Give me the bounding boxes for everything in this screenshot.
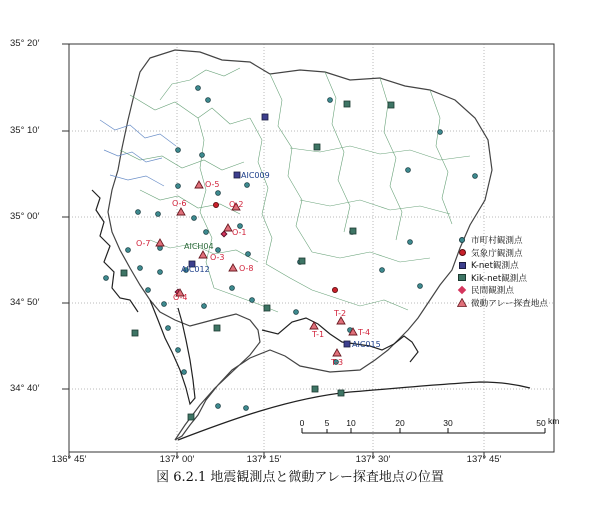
legend-label-knet: K-net観測点: [471, 261, 519, 272]
legend-label-jma: 気象庁観測点: [471, 248, 523, 259]
figure-caption: 図 6.2.1 地震観測点と微動アレー探査地点の位置: [156, 470, 444, 485]
legend-row-knet: [456, 259, 586, 272]
teal-circle-icon: [456, 235, 468, 245]
coastline: [92, 190, 138, 312]
array-label-t1: T-1: [312, 330, 325, 339]
scale-tick-30: 30: [443, 418, 453, 428]
station-label-aic009: AIC009: [241, 171, 270, 180]
legend: [456, 234, 586, 309]
legend-label-municipal: 市町村観測点: [471, 236, 523, 247]
lon-label-137-30: 137° 30′: [355, 454, 391, 465]
legend-row-kiknet: [456, 272, 586, 285]
legend-label-array: 微動アレー探査地点: [471, 298, 549, 309]
knet-stations: [189, 114, 350, 347]
lon-label-137-45: 137° 45′: [466, 454, 502, 465]
array-label-o7: O-7: [136, 239, 151, 248]
scale-tick-20: 20: [395, 418, 405, 428]
legend-row-jma: [456, 247, 586, 260]
chita-peninsula: [150, 300, 195, 404]
legend-label-private: 民間観測点: [471, 286, 514, 297]
array-label-o5: O-5: [205, 180, 220, 189]
array-label-o4: O-4: [173, 293, 188, 302]
lon-label-136-45: 136° 45′: [51, 454, 87, 465]
red-triangle-icon: [456, 298, 468, 308]
scale-tick-50: 50: [536, 418, 546, 428]
kiknet-stations: [121, 101, 394, 420]
scale-unit: km: [548, 416, 560, 426]
lat-label-35-20: 35° 20′: [10, 38, 40, 49]
scale-tick-0: 0: [299, 418, 305, 428]
legend-row-private: [456, 284, 586, 297]
array-label-t2: T-2: [334, 309, 347, 318]
atsumi-peninsula: [178, 382, 530, 440]
blue-square-icon: [456, 260, 468, 270]
legend-row-array: [456, 297, 586, 310]
station-label-aic012: AIC012: [181, 265, 210, 274]
legend-label-kiknet: Kik-net観測点: [471, 273, 527, 284]
array-label-o2: O-2: [229, 200, 244, 209]
lat-label-34-50: 34° 50′: [10, 297, 40, 308]
lat-label-35-10: 35° 10′: [10, 125, 40, 136]
station-label-aich04: AICH04: [184, 242, 214, 251]
array-label-t3: T-3: [331, 358, 344, 367]
legend-row-municipal: [456, 234, 586, 247]
frame-ticks: [62, 44, 484, 459]
municipal-boundaries: [120, 68, 470, 312]
lon-label-137-15: 137° 15′: [246, 454, 282, 465]
scale-bar: [300, 416, 560, 433]
array-label-o8: O-8: [239, 264, 254, 273]
array-label-o6: O-6: [172, 199, 187, 208]
scale-tick-5: 5: [324, 418, 330, 428]
array-label-t4: T-4: [358, 328, 371, 337]
prefecture-outline: [108, 50, 492, 440]
jma-stations: [213, 202, 337, 292]
scale-tick-10: 10: [346, 418, 356, 428]
station-label-aic015: AIC015: [352, 340, 381, 349]
green-square-icon: [456, 273, 468, 283]
lon-label-137-00: 137° 00′: [159, 454, 195, 465]
array-label-o1: O-1: [232, 228, 247, 237]
private-stations: [175, 231, 227, 295]
lat-label-35-00: 35° 00′: [10, 211, 40, 222]
red-circle-icon: [456, 248, 468, 258]
rivers: [100, 120, 176, 186]
lat-label-34-40: 34° 40′: [10, 383, 40, 394]
pink-diamond-icon: [456, 285, 468, 295]
array-label-o3: O-3: [210, 253, 225, 262]
